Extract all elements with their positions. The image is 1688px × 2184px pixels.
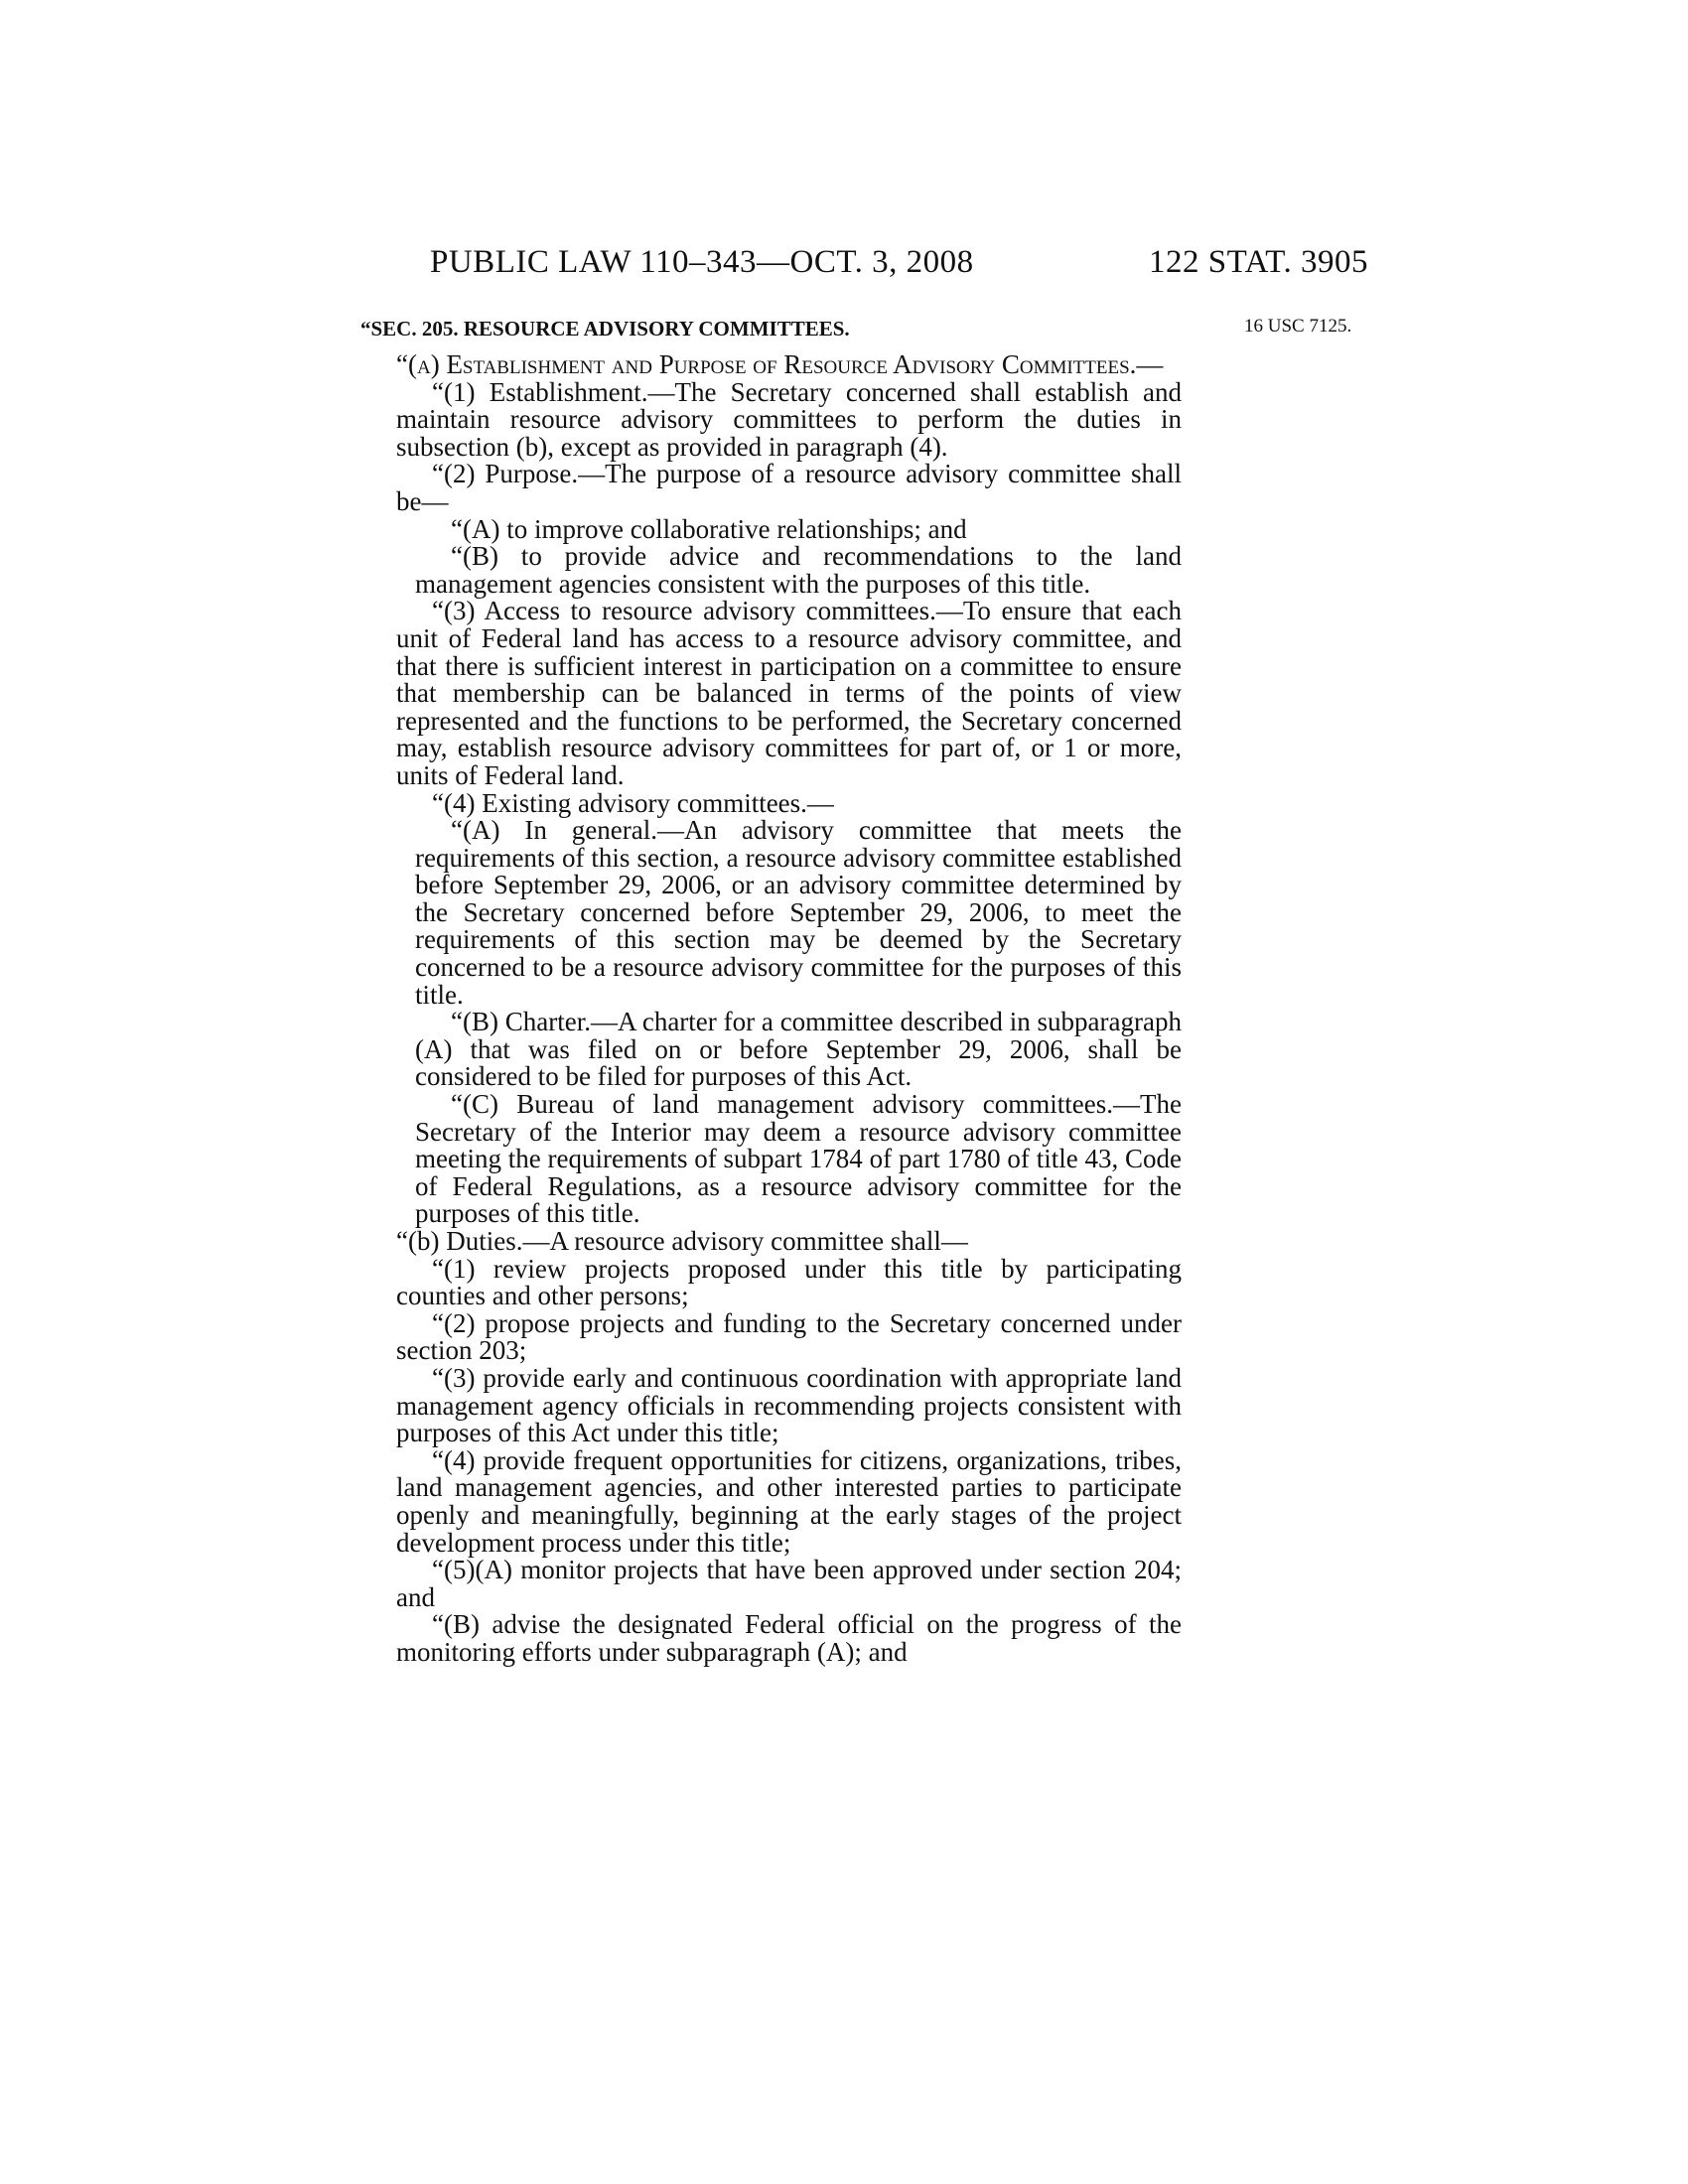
document-body xyxy=(360,316,1182,1667)
page-header-title: PUBLIC LAW 110–343—OCT. 3, 2008 xyxy=(430,244,974,280)
paragraph-b3: “(3) provide early and continuous coordination with appropriate land management agency officials in recommending projects consistent with purposes of this Act under this title; xyxy=(396,1362,1182,1448)
paragraph-b4: “(4) provide frequent opportunities for citizens, organizations, tribes, land management agencies, and other interested parties to participate openly and meaningfully, beginning at the early stages of the project development process under this title; xyxy=(396,1444,1182,1558)
margin-citation: 16 USC 7125. xyxy=(1244,316,1352,337)
subsection-b-heading: “(b) Duties.—A resource advisory committee shall— xyxy=(396,1226,968,1256)
paragraph-a4B: “(B) Charter.—A charter for a committee described in subparagraph (A) that was filed on or before September 29, 2006, shall be considered to be filed for purposes of this Act. xyxy=(415,1007,1182,1092)
paragraph-b2: “(2) propose projects and funding to the Secretary concerned under section 203; xyxy=(396,1307,1182,1366)
paragraph-b5B: “(B) advise the designated Federal official on the progress of the monitoring efforts under subparagraph (A); and xyxy=(396,1609,1182,1667)
paragraph-b1: “(1) review projects proposed under this title by participating counties and other persons; xyxy=(396,1253,1182,1311)
paragraph-a4C: “(C) Bureau of land management advisory committees.—The Secretary of the Interior may deem a resource advisory committee meeting the requirements of subpart 1784 of part 1780 of title 43, Code of Federal Regulations, as a resource advisory committee for the purposes of this title. xyxy=(415,1089,1182,1229)
page-header-stat: 122 STAT. 3905 xyxy=(1149,244,1369,280)
subsection-a-heading: “(a) Establishment and Purpose of Resource Advisory Committees.— xyxy=(396,349,1164,379)
paragraph-a4: “(4) Existing advisory committees.— xyxy=(432,787,834,818)
paragraph-a2A: “(A) to improve collaborative relationships; and xyxy=(451,513,967,544)
paragraph-a2: “(2) Purpose.—The purpose of a resource advisory committee shall be— xyxy=(396,459,1182,516)
section-heading: “SEC. 205. RESOURCE ADVISORY COMMITTEES. xyxy=(360,317,850,341)
paragraph-a4A: “(A) In general.—An advisory committee that meets the requirements of this section, a resource advisory committee established before September 29, 2006, or an advisory committee determined by the Secretary concerned before September 29, 2006, to meet the requirements of this section may be deemed by the Secretary concerned to be a resource advisory committee for the purposes of this title. xyxy=(415,815,1182,1010)
paragraph-a2B: “(B) to provide advice and recommendations to the land management agencies consistent with the purposes of this title. xyxy=(415,541,1182,599)
paragraph-b5A: “(5)(A) monitor projects that have been approved under section 204; and xyxy=(396,1555,1182,1612)
paragraph-a1: “(1) Establishment.—The Secretary concerned shall establish and maintain resource advisory committees to perform the duties in subsection (b), except as provided in paragraph (4). xyxy=(396,376,1182,462)
paragraph-a3: “(3) Access to resource advisory committees.—To ensure that each unit of Federal land has access to a resource advisory committee, and that there is sufficient interest in participation on a committee to ensure that membership can be balanced in terms of the points of view represented and the functions to be performed, the Secretary concerned may, establish resource advisory committees for part of, or 1 or more, units of Federal land. xyxy=(396,596,1182,790)
